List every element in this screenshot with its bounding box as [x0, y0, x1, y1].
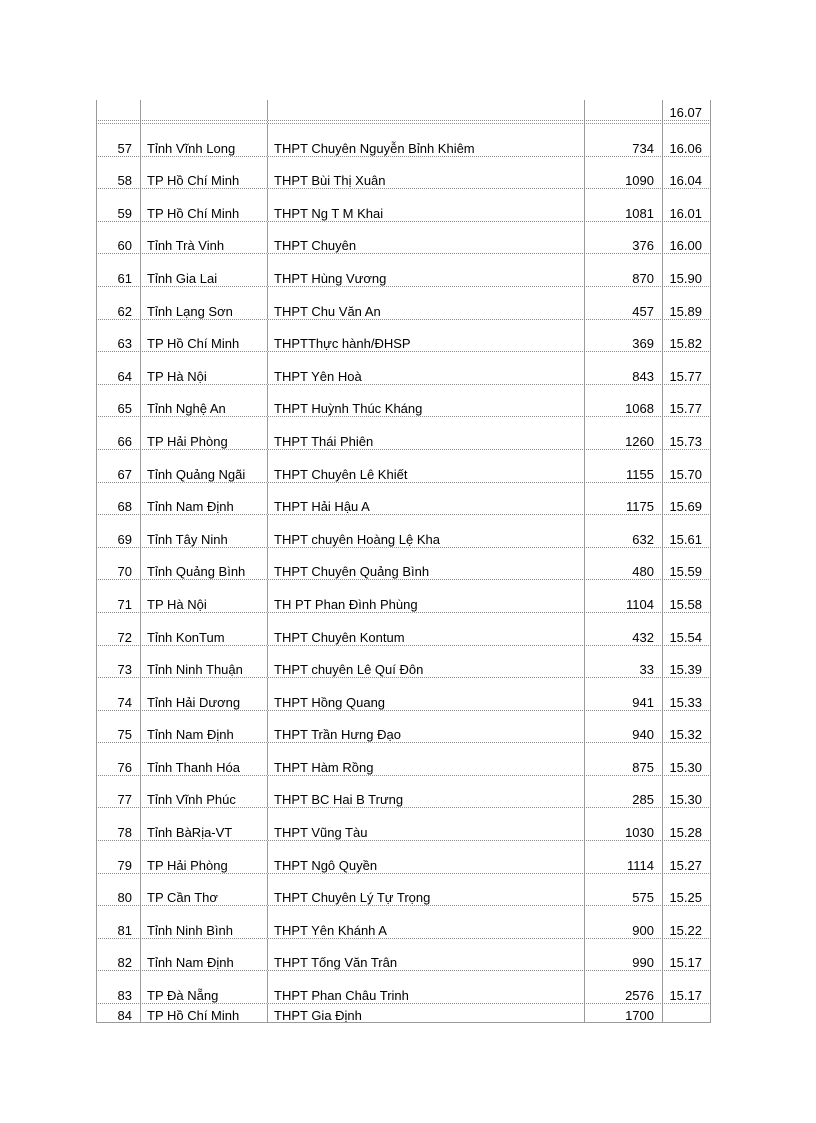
province-cell: Tỉnh Nghệ An: [140, 385, 267, 417]
school-cell: THPTThực hành/ĐHSP: [267, 320, 584, 352]
school-cell: [267, 121, 584, 123]
count-cell: 900: [584, 906, 662, 938]
school-cell: THPT Ng T M Khai: [267, 189, 584, 221]
rank-cell: 80: [96, 874, 140, 906]
count-cell: 1068: [584, 385, 662, 417]
score-cell: 16.01: [662, 189, 711, 221]
table-row: [96, 613, 711, 646]
school-cell: THPT Hùng Vương: [267, 254, 584, 286]
count-cell: [584, 100, 662, 120]
rank-cell: [96, 121, 140, 123]
score-cell: [662, 1004, 711, 1022]
score-cell: 16.07: [662, 100, 711, 120]
score-cell: 15.77: [662, 352, 711, 384]
school-cell: THPT Hồng Quang: [267, 678, 584, 710]
school-cell: THPT chuyên Lê Quí Đôn: [267, 646, 584, 678]
count-cell: 2576: [584, 971, 662, 1003]
rank-cell: 77: [96, 776, 140, 808]
province-cell: Tỉnh Ninh Bình: [140, 906, 267, 938]
score-cell: 15.17: [662, 971, 711, 1003]
count-cell: 369: [584, 320, 662, 352]
province-cell: TP Hà Nội: [140, 352, 267, 384]
rank-cell: 64: [96, 352, 140, 384]
rank-cell: 72: [96, 613, 140, 645]
count-cell: 33: [584, 646, 662, 678]
table-row: [96, 939, 711, 972]
count-cell: 285: [584, 776, 662, 808]
rank-cell: 83: [96, 971, 140, 1003]
school-cell: THPT Vũng Tàu: [267, 808, 584, 840]
province-cell: [140, 100, 267, 120]
school-cell: THPT Hàm Rồng: [267, 743, 584, 775]
score-cell: 15.90: [662, 254, 711, 286]
count-cell: 376: [584, 222, 662, 254]
count-cell: 480: [584, 548, 662, 580]
province-cell: Tỉnh Nam Định: [140, 711, 267, 743]
school-cell: THPT Chu Văn An: [267, 287, 584, 319]
province-cell: Tỉnh Thanh Hóa: [140, 743, 267, 775]
rank-cell: 79: [96, 841, 140, 873]
score-cell: 15.82: [662, 320, 711, 352]
province-cell: Tỉnh KonTum: [140, 613, 267, 645]
rank-cell: 66: [96, 417, 140, 449]
rank-cell: 81: [96, 906, 140, 938]
score-cell: 16.00: [662, 222, 711, 254]
count-cell: 990: [584, 939, 662, 971]
school-cell: THPT Chuyên Quảng Bình: [267, 548, 584, 580]
province-cell: TP Hà Nội: [140, 580, 267, 612]
table-row: [96, 580, 711, 613]
rank-cell: 65: [96, 385, 140, 417]
score-cell: 16.06: [662, 124, 711, 156]
rank-cell: 61: [96, 254, 140, 286]
province-cell: Tỉnh Gia Lai: [140, 254, 267, 286]
school-cell: THPT chuyên Hoàng Lệ Kha: [267, 515, 584, 547]
table-row: [96, 1004, 711, 1023]
count-cell: 1175: [584, 483, 662, 515]
province-cell: Tỉnh Tây Ninh: [140, 515, 267, 547]
rank-cell: 70: [96, 548, 140, 580]
score-cell: 15.28: [662, 808, 711, 840]
province-cell: TP Hồ Chí Minh: [140, 1004, 267, 1022]
table-row: [96, 417, 711, 450]
rank-cell: 82: [96, 939, 140, 971]
province-cell: TP Hồ Chí Minh: [140, 189, 267, 221]
province-cell: [140, 121, 267, 123]
province-cell: TP Hồ Chí Minh: [140, 320, 267, 352]
school-cell: [267, 100, 584, 120]
count-cell: 870: [584, 254, 662, 286]
table-row: [96, 678, 711, 711]
rank-cell: 78: [96, 808, 140, 840]
province-cell: TP Cần Thơ: [140, 874, 267, 906]
table-row: [96, 971, 711, 1004]
table-row: [96, 100, 711, 121]
rank-cell: 69: [96, 515, 140, 547]
score-cell: 15.59: [662, 548, 711, 580]
rank-cell: 76: [96, 743, 140, 775]
count-cell: 632: [584, 515, 662, 547]
count-cell: 940: [584, 711, 662, 743]
rank-cell: 84: [96, 1004, 140, 1022]
school-cell: THPT Gia Định: [267, 1004, 584, 1022]
school-cell: THPT Yên Hoà: [267, 352, 584, 384]
province-cell: TP Hải Phòng: [140, 417, 267, 449]
rank-cell: 60: [96, 222, 140, 254]
score-cell: 15.77: [662, 385, 711, 417]
count-cell: 1155: [584, 450, 662, 482]
rank-cell: 67: [96, 450, 140, 482]
rank-cell: 62: [96, 287, 140, 319]
province-cell: Tỉnh BàRịa-VT: [140, 808, 267, 840]
score-cell: 15.70: [662, 450, 711, 482]
score-cell: 15.39: [662, 646, 711, 678]
table-row: [96, 254, 711, 287]
table-row: [96, 287, 711, 320]
school-cell: THPT Ngô Quyền: [267, 841, 584, 873]
score-cell: 15.22: [662, 906, 711, 938]
table-row: [96, 189, 711, 222]
school-cell: THPT Yên Khánh A: [267, 906, 584, 938]
rank-cell: 57: [96, 124, 140, 156]
table-row: [96, 157, 711, 190]
school-cell: THPT Chuyên Lý Tự Trọng: [267, 874, 584, 906]
count-cell: [584, 121, 662, 123]
school-cell: THPT Phan Châu Trinh: [267, 971, 584, 1003]
province-cell: Tỉnh Nam Định: [140, 939, 267, 971]
rank-cell: 68: [96, 483, 140, 515]
school-cell: THPT Huỳnh Thúc Kháng: [267, 385, 584, 417]
count-cell: 1114: [584, 841, 662, 873]
count-cell: 457: [584, 287, 662, 319]
province-cell: Tỉnh Ninh Thuận: [140, 646, 267, 678]
school-cell: TH PT Phan Đình Phùng: [267, 580, 584, 612]
province-cell: TP Đà Nẵng: [140, 971, 267, 1003]
rank-cell: 71: [96, 580, 140, 612]
table-row: [96, 483, 711, 516]
score-cell: 15.89: [662, 287, 711, 319]
school-cell: THPT Thái Phiên: [267, 417, 584, 449]
score-cell: 15.25: [662, 874, 711, 906]
count-cell: 941: [584, 678, 662, 710]
table-row: [96, 874, 711, 907]
count-cell: 1700: [584, 1004, 662, 1022]
table-row: [96, 646, 711, 679]
count-cell: 575: [584, 874, 662, 906]
table-row: [96, 711, 711, 744]
rank-cell: 74: [96, 678, 140, 710]
table-row: [96, 450, 711, 483]
table-row: [96, 352, 711, 385]
score-cell: [662, 121, 711, 123]
table-row: [96, 776, 711, 809]
table-body: [96, 124, 711, 1004]
score-cell: 15.33: [662, 678, 711, 710]
province-cell: Tỉnh Lạng Sơn: [140, 287, 267, 319]
province-cell: TP Hải Phòng: [140, 841, 267, 873]
rank-cell: 73: [96, 646, 140, 678]
school-cell: THPT Chuyên Kontum: [267, 613, 584, 645]
table-row: [96, 808, 711, 841]
score-cell: 15.27: [662, 841, 711, 873]
province-cell: Tỉnh Quảng Ngãi: [140, 450, 267, 482]
table-row: [96, 320, 711, 353]
score-cell: 15.17: [662, 939, 711, 971]
count-cell: 1030: [584, 808, 662, 840]
score-cell: 15.54: [662, 613, 711, 645]
table-row: [96, 222, 711, 255]
school-cell: THPT Tống Văn Trân: [267, 939, 584, 971]
count-cell: 734: [584, 124, 662, 156]
table-row: [96, 515, 711, 548]
province-cell: Tỉnh Vĩnh Phúc: [140, 776, 267, 808]
score-cell: 15.69: [662, 483, 711, 515]
province-cell: TP Hồ Chí Minh: [140, 157, 267, 189]
table-row: [96, 906, 711, 939]
count-cell: 432: [584, 613, 662, 645]
province-cell: Tỉnh Vĩnh Long: [140, 124, 267, 156]
score-cell: 15.58: [662, 580, 711, 612]
score-cell: 15.30: [662, 743, 711, 775]
school-cell: THPT Chuyên Lê Khiết: [267, 450, 584, 482]
rank-cell: 59: [96, 189, 140, 221]
table-row: [96, 548, 711, 581]
province-cell: Tỉnh Hải Dương: [140, 678, 267, 710]
school-cell: THPT Chuyên: [267, 222, 584, 254]
table-row: [96, 841, 711, 874]
count-cell: 1104: [584, 580, 662, 612]
count-cell: 843: [584, 352, 662, 384]
count-cell: 1090: [584, 157, 662, 189]
count-cell: 1260: [584, 417, 662, 449]
province-cell: Tỉnh Nam Định: [140, 483, 267, 515]
province-cell: Tỉnh Quảng Bình: [140, 548, 267, 580]
school-cell: THPT Hải Hậu A: [267, 483, 584, 515]
rank-cell: [96, 100, 140, 120]
score-cell: 15.73: [662, 417, 711, 449]
ranking-table: [96, 100, 711, 1023]
province-cell: Tỉnh Trà Vinh: [140, 222, 267, 254]
school-cell: THPT Chuyên Nguyễn Bỉnh Khiêm: [267, 124, 584, 156]
table-row: [96, 124, 711, 157]
count-cell: 875: [584, 743, 662, 775]
rank-cell: 58: [96, 157, 140, 189]
score-cell: 15.30: [662, 776, 711, 808]
score-cell: 16.04: [662, 157, 711, 189]
table-row: [96, 385, 711, 418]
rank-cell: 63: [96, 320, 140, 352]
rank-cell: 75: [96, 711, 140, 743]
school-cell: THPT Trần Hưng Đạo: [267, 711, 584, 743]
school-cell: THPT BC Hai B Trưng: [267, 776, 584, 808]
score-cell: 15.32: [662, 711, 711, 743]
school-cell: THPT Bùi Thị Xuân: [267, 157, 584, 189]
count-cell: 1081: [584, 189, 662, 221]
table-row: [96, 743, 711, 776]
score-cell: 15.61: [662, 515, 711, 547]
